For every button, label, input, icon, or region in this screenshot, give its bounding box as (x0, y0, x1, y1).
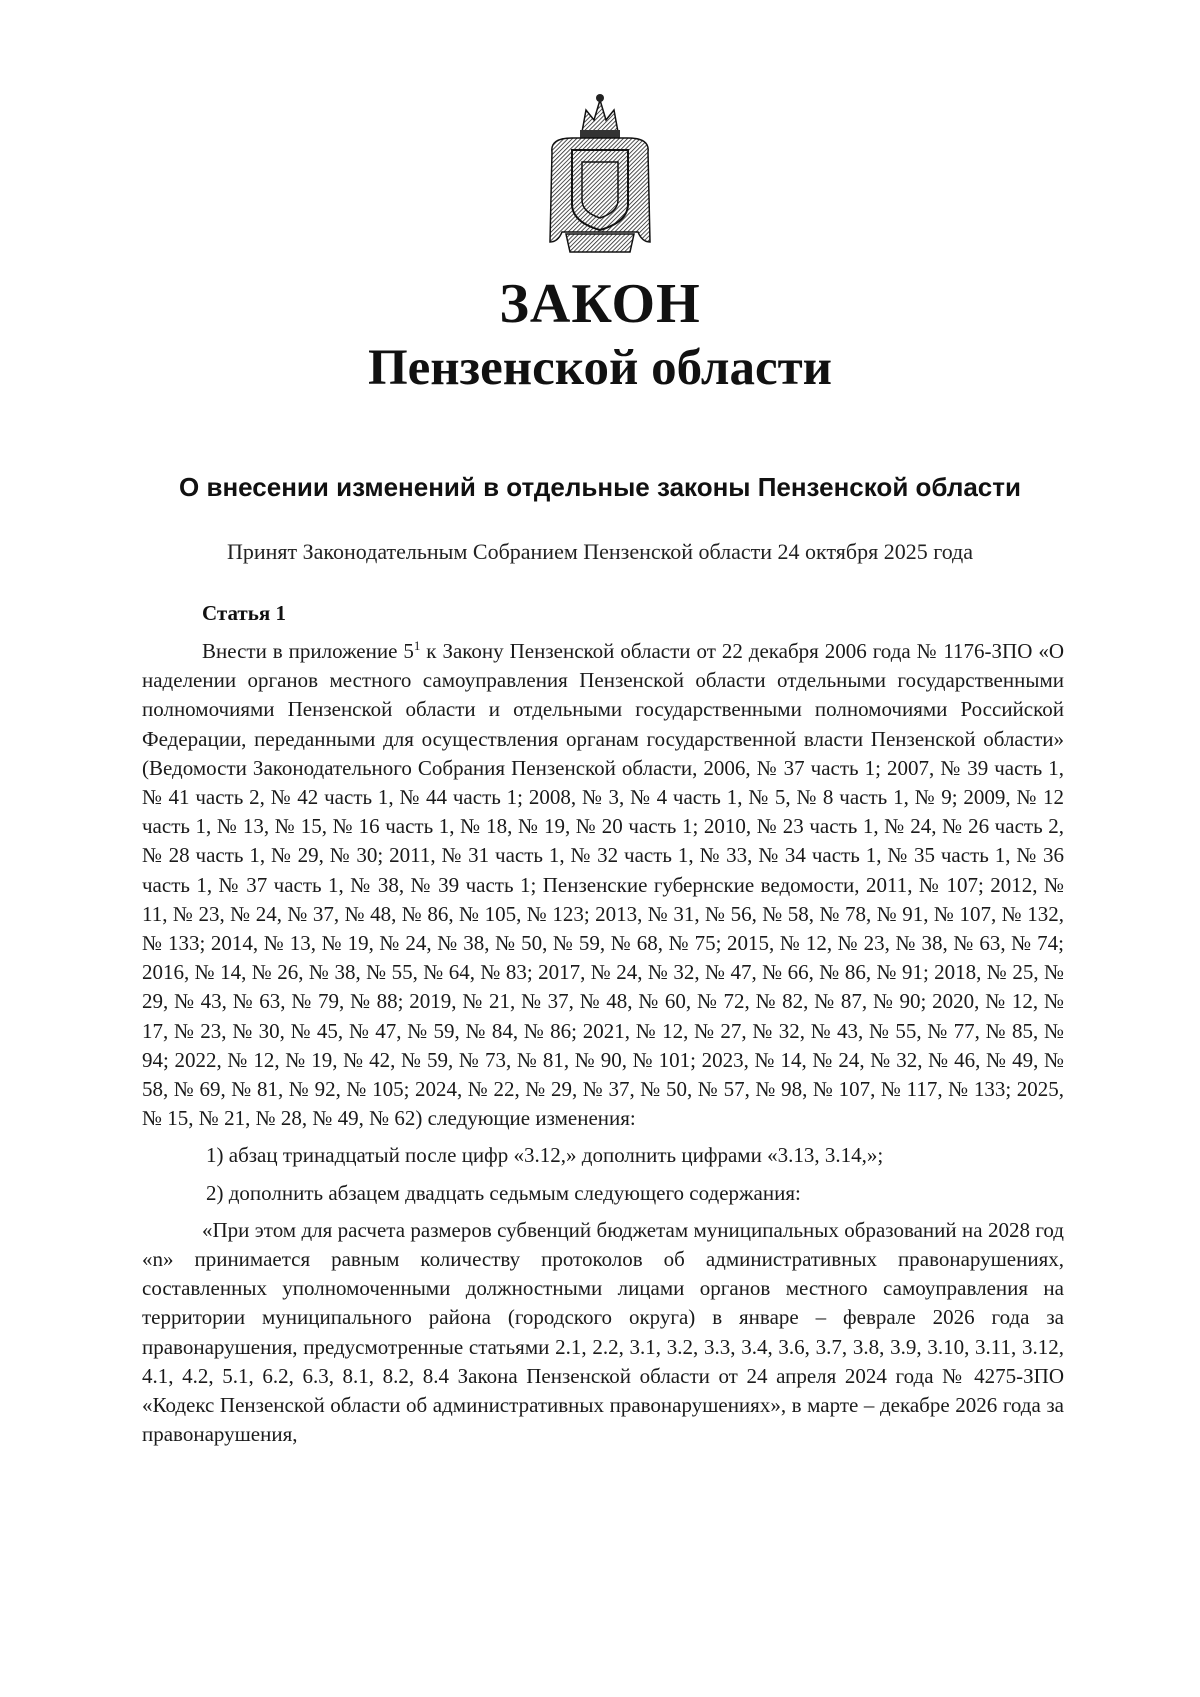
law-subject-heading: О внесении изменений в отдельные законы Пензенской области (179, 472, 1021, 502)
amendment-item-1: 1) абзац тринадцатый после цифр «3.12,» дополнить цифрами «3.13, 3.14,»; (206, 1143, 884, 1168)
document-region: Пензенской области (367, 340, 833, 396)
document-title: ЗАКОН (499, 273, 701, 335)
coat-of-arms-icon (542, 92, 658, 262)
article-intro-paragraph (142, 637, 1064, 1133)
article-body (142, 637, 1064, 1449)
amendment-item-2: 2) дополнить абзацем двадцать седьмым следующего содержания: (206, 1180, 801, 1205)
intro-text-rest: к Закону Пензенской области от 22 декабря 2006 года № 1176-ЗПО «О наделении органов местного самоуправления Пензенской области отдельными государственными полномочиями Пензенской области и отдельными государственными полномочиями Российской Федерации, переданными для осуществления органам государственной власти Пензенской области» (Ведомости Законодательного Собрания Пензенской области, 2006, № 37 часть 1; 2007, № 39 часть 1, № 41 часть 2, № 42 часть 1, № 44 часть 1; 2008, № 3, № 4 часть 1, № 5, № 8 часть 1, № 9; 2009, № 12 часть 1, № 13, № 15, № 16 часть 1, № 18, № 19, № 20 часть 1; 2010, № 23 часть 1, № 24, № 26 часть 2, № 28 часть 1, № 29, № 30; 2011, № 31 часть 1, № 32 часть 1, № 33, № 34 часть 1, № 35 часть 1, № 36 часть 1, № 37 часть 1, № 38, № 39 часть 1; Пензенские губернские ведомости, 2011, № 107; 2012, № 11, № 23, № 24, № 37, № 48, № 86, № 105, № 123; 2013, № 31, № 56, № 58, № 78, № 91, № 107, № 132, № 133; 2014, № 13, № 19, № 24, № 38, № 50, № 59, № 68, № 75; 2015, № 12, № 23, № 38, № 63, № 74; 2016, № 14, № 26, № 38, № 55, № 64, № 83; 2017, № 24, № 32, № 47, № 66, № 86, № 91; 2018, № 25, № 29, № 43, № 63, № 79, № 88; 2019, № 21, № 37, № 48, № 60, № 72, № 82, № 87, № 90; 2020, № 12, № 17, № 23, № 30, № 45, № 47, № 59, № 84, № 86; 2021, № 12, № 27, № 32, № 43, № 55, № 77, № 85, № 94; 2022, № 12, № 19, № 42, № 59, № 73, № 81, № 90, № 101; 2023, № 14, № 24, № 32, № 46, № 49, № 58, № 69, № 81, № 92, № 105; 2024, № 22, № 29, № 37, № 50, № 57, № 98, № 107, № 117, № 133; 2025, № 15, № 21, № 28, № 49, № 62) следующие изменения: (142, 639, 1064, 1131)
quoted-amendment-text: «При этом для расчета размеров субвенций бюджетам муниципальных образований на 2028 год «n» принимается равным количеству протоколов об административных правонарушениях, составленных уполномоченными должностными лицами органов местного самоуправления на территории муниципального района (городского округа) в январе – феврале 2026 года за правонарушения, предусмотренные статьями 2.1, 2.2, 3.1, 3.2, 3.3, 3.4, 3.6, 3.7, 3.8, 3.9, 3.10, 3.11, 3.12, 4.1, 4.2, 5.1, 6.2, 6.3, 8.1, 8.2, 8.4 Закона Пензенской области от 24 апреля 2024 года № 4275-ЗПО «Кодекс Пензенской области об административных правонарушениях», в марте – декабре 2026 года за правонарушения, (142, 1217, 1064, 1447)
article-heading: Статья 1 (202, 601, 286, 625)
adoption-note: Принят Законодательным Собранием Пензенской области 24 октября 2025 года (226, 539, 974, 564)
intro-text-start: Внести в приложение 5 (202, 639, 414, 663)
intro-superscript: 1 (413, 638, 421, 653)
